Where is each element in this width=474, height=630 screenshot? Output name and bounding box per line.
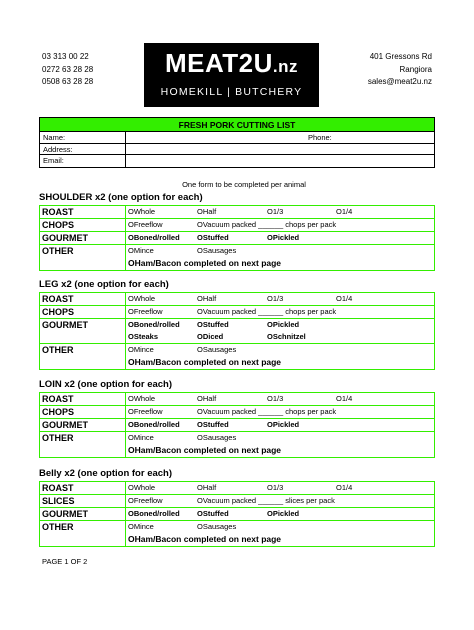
option-pickled[interactable]: OPickled — [267, 320, 300, 329]
options-grid — [39, 481, 435, 547]
meat2u-logo — [144, 43, 319, 107]
option-quarter[interactable]: O1/4 — [336, 207, 353, 216]
options-grid — [39, 392, 435, 458]
gourmet-row — [40, 418, 434, 431]
other-row — [40, 244, 434, 270]
other-row — [40, 431, 434, 457]
option-sausages[interactable]: OSausages — [197, 522, 237, 531]
loin-section — [39, 378, 435, 458]
logo-main-text: MEAT2U — [164, 48, 273, 78]
option-diced[interactable]: ODiced — [197, 332, 224, 341]
row-label: GOURMET — [40, 232, 126, 244]
option-boned-rolled[interactable]: OBoned/rolled — [128, 233, 180, 242]
option-steaks[interactable]: OSteaks — [128, 332, 159, 341]
row-label: GOURMET — [40, 508, 126, 520]
option-ham-bacon[interactable]: OHam/Bacon completed on next page — [128, 534, 282, 544]
gourmet-row — [40, 231, 434, 244]
options-grid — [39, 292, 435, 370]
row-label: ROAST — [40, 293, 126, 305]
contact-address — [368, 51, 432, 89]
row-label: OTHER — [40, 344, 126, 369]
email-row — [40, 155, 434, 167]
name-label: Name: — [40, 132, 126, 143]
name-field[interactable] — [126, 132, 434, 143]
option-quarter[interactable]: O1/4 — [336, 394, 353, 403]
option-stuffed[interactable]: OStuffed — [197, 420, 229, 429]
option-third[interactable]: O1/3 — [267, 483, 284, 492]
shoulder-section — [39, 191, 435, 271]
chops-row — [40, 405, 434, 418]
address-row — [40, 144, 434, 156]
row-label: ROAST — [40, 206, 126, 218]
phone-3: 0508 63 28 28 — [42, 77, 94, 86]
option-stuffed[interactable]: OStuffed — [197, 320, 229, 329]
email-label: Email: — [40, 155, 126, 167]
option-vacuum-packed[interactable]: OVacuum packed ______ slices per pack — [197, 496, 335, 505]
section-title: Belly x2 (one option for each) — [39, 468, 173, 479]
name-row — [40, 132, 434, 144]
option-pickled[interactable]: OPickled — [267, 233, 300, 242]
leg-section — [39, 278, 435, 370]
option-mince[interactable]: OMince — [128, 246, 154, 255]
option-half[interactable]: OHalf — [197, 483, 217, 492]
row-label: OTHER — [40, 521, 126, 546]
row-label: CHOPS — [40, 406, 126, 418]
row-label: GOURMET — [40, 319, 126, 343]
other-row — [40, 520, 434, 546]
roast-row — [40, 293, 434, 305]
option-pickled[interactable]: OPickled — [267, 420, 300, 429]
option-quarter[interactable]: O1/4 — [336, 483, 353, 492]
option-freeflow[interactable]: OFreeflow — [128, 407, 163, 416]
phone-2: 0272 63 28 28 — [42, 64, 94, 74]
page-number: PAGE 1 OF 2 — [42, 557, 88, 566]
row-label: SLICES — [40, 495, 126, 507]
option-vacuum-packed[interactable]: OVacuum packed ______ chops per pack — [197, 307, 337, 316]
phone-1: 03 313 00 22 — [42, 52, 89, 61]
section-title: LEG x2 (one option for each) — [39, 279, 169, 290]
options-grid — [39, 205, 435, 271]
sales-email: sales@meat2u.nz — [367, 77, 432, 86]
option-whole[interactable]: OWhole — [128, 394, 156, 403]
option-pickled[interactable]: OPickled — [267, 509, 300, 518]
option-whole[interactable]: OWhole — [128, 294, 156, 303]
option-third[interactable]: O1/3 — [267, 394, 284, 403]
option-vacuum-packed[interactable]: OVacuum packed ______ chops per pack — [197, 407, 337, 416]
option-sausages[interactable]: OSausages — [197, 345, 237, 354]
option-ham-bacon[interactable]: OHam/Bacon completed on next page — [128, 258, 282, 268]
option-schnitzel[interactable]: OSchnitzel — [267, 332, 306, 341]
option-sausages[interactable]: OSausages — [197, 433, 237, 442]
option-boned-rolled[interactable]: OBoned/rolled — [128, 509, 180, 518]
logo-subtitle: HOMEKILL | BUTCHERY — [160, 86, 303, 98]
option-third[interactable]: O1/3 — [267, 294, 284, 303]
section-title: SHOULDER x2 (one option for each) — [39, 192, 203, 203]
address-street: 401 Gressons Rd — [369, 52, 432, 61]
section-title: LOIN x2 (one option for each) — [39, 379, 173, 390]
address-town: Rangiora — [399, 64, 432, 74]
contact-phones — [42, 51, 93, 89]
option-freeflow[interactable]: OFreeflow — [128, 220, 163, 229]
option-stuffed[interactable]: OStuffed — [197, 233, 229, 242]
option-stuffed[interactable]: OStuffed — [197, 509, 229, 518]
option-boned-rolled[interactable]: OBoned/rolled — [128, 420, 180, 429]
form-title: FRESH PORK CUTTING LIST — [40, 118, 434, 132]
logo-suffix: .nz — [272, 57, 299, 76]
option-freeflow[interactable]: OFreeflow — [128, 307, 163, 316]
option-whole[interactable]: OWhole — [128, 207, 156, 216]
chops-row — [40, 218, 434, 231]
roast-row — [40, 393, 434, 405]
option-third[interactable]: O1/3 — [267, 207, 284, 216]
row-label: ROAST — [40, 393, 126, 405]
option-half[interactable]: OHalf — [197, 394, 217, 403]
customer-info-table — [39, 117, 435, 168]
option-mince[interactable]: OMince — [128, 522, 154, 531]
gourmet-row — [40, 507, 434, 520]
belly-section — [39, 467, 435, 547]
option-ham-bacon[interactable]: OHam/Bacon completed on next page — [128, 357, 282, 367]
gourmet-row — [40, 318, 434, 343]
roast-row — [40, 482, 434, 494]
option-mince[interactable]: OMince — [128, 345, 154, 354]
row-label: GOURMET — [40, 419, 126, 431]
slices-row — [40, 494, 434, 507]
chops-row — [40, 305, 434, 318]
row-label: OTHER — [40, 432, 126, 457]
option-boned-rolled[interactable]: OBoned/rolled — [128, 320, 180, 329]
instruction-note: One form to be completed per animal — [182, 180, 306, 189]
row-label: ROAST — [40, 482, 126, 494]
option-sausages[interactable]: OSausages — [197, 246, 237, 255]
row-label: CHOPS — [40, 306, 126, 318]
row-label: OTHER — [40, 245, 126, 270]
address-field[interactable] — [126, 144, 434, 155]
phone-label: Phone: — [308, 133, 332, 142]
option-half[interactable]: OHalf — [197, 294, 217, 303]
option-freeflow[interactable]: OFreeflow — [128, 496, 163, 505]
roast-row — [40, 206, 434, 218]
option-quarter[interactable]: O1/4 — [336, 294, 353, 303]
address-label: Address: — [40, 144, 126, 155]
email-field[interactable] — [126, 155, 434, 167]
row-label: CHOPS — [40, 219, 126, 231]
option-half[interactable]: OHalf — [197, 207, 217, 216]
option-whole[interactable]: OWhole — [128, 483, 156, 492]
option-ham-bacon[interactable]: OHam/Bacon completed on next page — [128, 445, 282, 455]
option-vacuum-packed[interactable]: OVacuum packed ______ chops per pack — [197, 220, 337, 229]
option-mince[interactable]: OMince — [128, 433, 154, 442]
other-row — [40, 343, 434, 369]
